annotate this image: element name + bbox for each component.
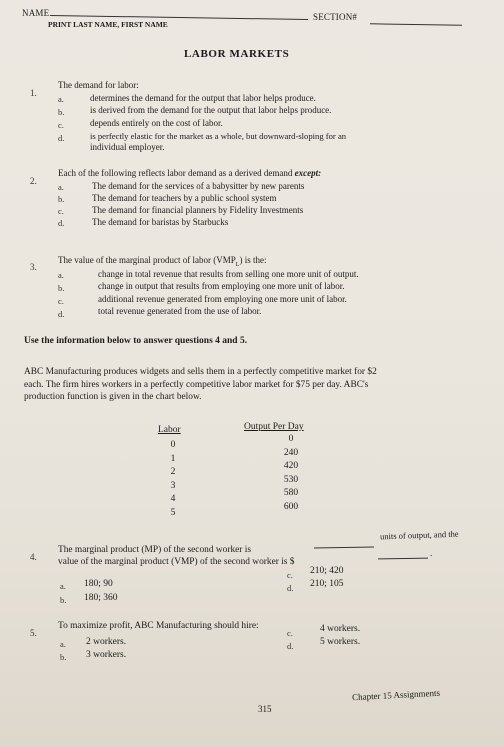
q4-line2-end: . [430, 548, 433, 558]
q4-c: 210; 420 [310, 566, 344, 576]
q4-a-letter: a. [60, 581, 66, 591]
q5-d-letter: d. [287, 641, 294, 651]
passage-line-1: ABC Manufacturing produces widgets and sells them in a perfectly competitive market for $2 [24, 367, 377, 377]
passage [24, 366, 377, 404]
page-number: 315 [258, 704, 272, 714]
q3-number: 3. [30, 262, 37, 272]
q4-line1: The marginal product (MP) of the second worker is [58, 545, 252, 555]
q5-c: 4 workers. [320, 624, 361, 634]
q2-stem-emphasis: except: [294, 168, 322, 178]
output-column [276, 434, 306, 515]
q1-a: determines the demand for the output that labor helps produce. [90, 93, 316, 103]
q2-stem [58, 168, 321, 179]
q3-stem-sub: L [235, 261, 240, 268]
table-cell: 530 [283, 474, 299, 485]
table-cell: 600 [283, 501, 299, 512]
q2-a: The demand for the services of a babysitter by new parents [92, 181, 305, 191]
q5-b: 3 workers. [86, 650, 127, 660]
q5-a: 2 workers. [86, 637, 127, 647]
name-label: NAME [22, 8, 50, 18]
table-header-output: Output Per Day [244, 422, 304, 432]
q3-stem-end: ) is the: [239, 255, 267, 265]
chapter-label: Chapter 15 Assignments [351, 687, 441, 703]
q4-a: 180; 90 [84, 579, 113, 589]
q3-b: change in output that results from employing one more unit of labor. [98, 281, 345, 291]
passage-line-3: production function is given in the chart below. [24, 392, 202, 402]
table-cell: 3 [170, 480, 176, 491]
q4-d: 210; 105 [310, 579, 344, 589]
q3-c-letter: c. [58, 296, 64, 306]
q5-stem: To maximize profit, ABC Manufacturing should hire: [58, 621, 259, 631]
section-line[interactable] [370, 23, 462, 25]
q3-b-letter: b. [58, 283, 65, 293]
q1-d-line1: is perfectly elastic for the market as a whole, but downward-sloping for an [90, 131, 347, 141]
table-cell: 420 [283, 461, 299, 471]
q1-number: 1. [30, 88, 37, 98]
q1-d-line2: individual employer. [90, 142, 165, 152]
q4-blank-mp[interactable] [314, 546, 374, 548]
table-cell: 0 [288, 434, 294, 444]
q2-c-letter: c. [58, 206, 64, 216]
q3-d: total revenue generated from the use of labor. [98, 306, 262, 316]
q1-c: depends entirely on the cost of labor. [90, 118, 223, 128]
labor-column [162, 440, 184, 521]
q2-d: The demand for baristas by Starbucks [92, 217, 229, 227]
table-cell: 5 [170, 507, 176, 518]
q1-b-letter: b. [58, 107, 65, 117]
q4-c-letter: c. [287, 570, 293, 580]
q4-number: 4. [30, 552, 37, 562]
q4-d-letter: d. [287, 583, 294, 593]
q1-c-letter: c. [58, 120, 64, 130]
name-hint: PRINT LAST NAME, FIRST NAME [48, 20, 168, 29]
instruction: Use the information below to answer questions 4 and 5. [24, 336, 248, 346]
q4-line2: value of the marginal product (VMP) of the second worker is $ [58, 557, 295, 567]
q3-a: change in total revenue that results from selling one more unit of output. [98, 269, 359, 279]
q4-line1-end: units of output, and the [379, 528, 459, 542]
q1-b: is derived from the demand for the output that labor helps produce. [90, 105, 332, 115]
table-cell: 4 [170, 494, 176, 504]
q5-a-letter: a. [60, 639, 66, 649]
q3-c: additional revenue generated from employing one more unit of labor. [98, 294, 347, 304]
table-header-labor: Labor [158, 425, 181, 435]
q3-d-letter: d. [58, 309, 65, 319]
table-cell: 0 [170, 440, 176, 450]
q5-number: 5. [30, 628, 37, 638]
table-cell: 580 [283, 488, 299, 498]
q5-c-letter: c. [287, 628, 293, 638]
table-cell: 2 [170, 467, 176, 477]
table-cell: 1 [170, 453, 176, 464]
passage-line-2: each. The firm hires workers in a perfectly competitive labor market for $75 per day. ABC's [24, 379, 369, 390]
q5-b-letter: b. [60, 652, 67, 662]
q2-b: The demand for teachers by a public school system [92, 193, 277, 203]
q2-stem-text: Each of the following reflects labor demand as a derived demand [58, 168, 293, 178]
q2-d-letter: d. [58, 218, 65, 228]
q1-a-letter: a. [58, 94, 64, 104]
section-label: SECTION# [313, 12, 358, 22]
q4-blank-vmp[interactable] [378, 558, 428, 560]
table-cell: 240 [283, 447, 299, 458]
q3-stem [58, 255, 266, 270]
page-title: LABOR MARKETS [184, 48, 290, 60]
q4-b-letter: b. [60, 595, 67, 605]
q1-stem: The demand for labor: [58, 80, 139, 90]
q3-a-letter: a. [58, 270, 64, 280]
q2-a-letter: a. [58, 182, 64, 192]
q2-number: 2. [30, 176, 37, 186]
q3-stem-text: The value of the marginal product of labor (VMP [58, 255, 236, 265]
q2-b-letter: b. [58, 194, 65, 204]
q1-d-letter: d. [58, 133, 65, 143]
q2-c: The demand for financial planners by Fidelity Investments [92, 205, 304, 215]
q4-b: 180; 360 [84, 593, 118, 603]
q5-d: 5 workers. [320, 637, 361, 647]
